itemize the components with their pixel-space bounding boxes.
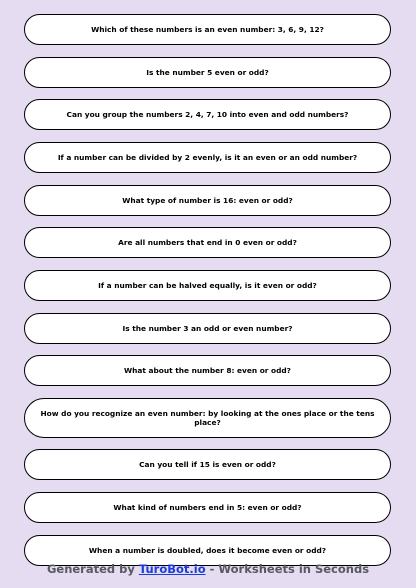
question-text: Can you group the numbers 2, 4, 7, 10 into even and odd numbers? <box>66 110 349 119</box>
question-text: Can you tell if 15 is even or odd? <box>139 460 276 469</box>
question-text: When a number is doubled, does it become even or odd? <box>88 546 327 555</box>
question-text: What about the number 8: even or odd? <box>124 366 291 375</box>
question-card <box>24 492 391 523</box>
question-text: Are all numbers that end in 0 even or odd? <box>118 238 297 247</box>
question-card <box>24 99 391 130</box>
question-card <box>24 14 391 45</box>
question-text: Is the number 5 even or odd? <box>146 68 269 77</box>
question-text: If a number can be halved equally, is it even or odd? <box>98 281 317 290</box>
question-text: Is the number 3 an odd or even number? <box>122 324 293 333</box>
question-card <box>24 449 391 480</box>
question-text: If a number can be divided by 2 evenly, is it an even or an odd number? <box>57 153 358 162</box>
question-card <box>24 398 391 438</box>
question-card <box>24 313 391 344</box>
brand-link[interactable]: TuroBot.io <box>138 562 206 576</box>
question-card <box>24 355 391 386</box>
question-text: How do you recognize an even number: by looking at the ones place or the tens place? <box>40 409 375 427</box>
question-card <box>24 185 391 216</box>
question-card <box>24 270 391 301</box>
question-text: What type of number is 16: even or odd? <box>122 196 293 205</box>
footer-suffix: - Worksheets in Seconds <box>205 562 370 576</box>
question-text: Which of these numbers is an even number: 3, 6, 9, 12? <box>91 25 324 34</box>
footer-credit <box>0 562 416 576</box>
question-card <box>24 142 391 173</box>
footer-prefix: Generated by <box>46 562 139 576</box>
question-text: What kind of numbers end in 5: even or odd? <box>113 503 302 512</box>
question-card <box>24 227 391 258</box>
question-card <box>24 57 391 88</box>
